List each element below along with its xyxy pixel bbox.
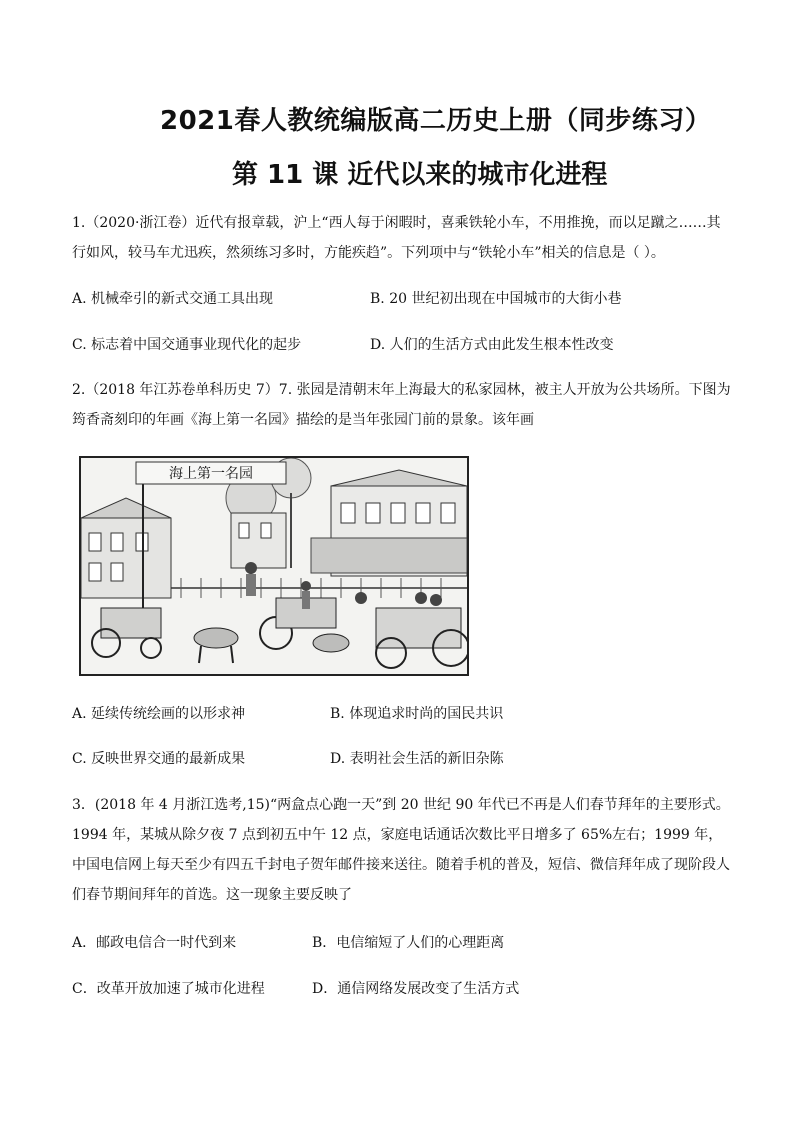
question-3-stem: 3．(2018 年 4 月浙江选考,15)“两盒点心跑一天”到 20 世纪 90 年代已不再是人们春节拜年的主要形式。1994 年，某城从除夕夜 7 点到初五中午 12 点，家庭电话通话次数比平日增多了 65%左右；1999 年，中国电信网上每天至少有四五千封电子贺年邮件接来送往。随着手机的普及，短信、微信拜年成了现阶段人们春节期间拜年的首选。这一现象主要反映了 <box>72 797 730 903</box>
document-title: 2021春人教统编版高二历史上册（同步练习） <box>160 106 712 136</box>
question-2-option-a: A. 延续传统绘画的以形求神 <box>72 706 246 722</box>
question-3-option-c: C．改革开放加速了城市化进程 <box>72 981 265 997</box>
question-2-option-d: D. 表明社会生活的新旧杂陈 <box>330 751 504 767</box>
question-1-option-d: D. 人们的生活方式由此发生根本性改变 <box>370 337 614 353</box>
question-3-option-d: D．通信网络发展改变了生活方式 <box>312 981 520 997</box>
question-2-stem: 2.（2018 年江苏卷单科历史 7）7. 张园是清朝末年上海最大的私家园林，被主人开放为公共场所。下图为筠香斋刻印的年画《海上第一名园》描绘的是当年张园门前的景象。该年画 <box>72 382 731 428</box>
lesson-title: 第 11 课 近代以来的城市化进程 <box>232 160 608 190</box>
question-1-option-a: A. 机械牵引的新式交通工具出现 <box>72 291 274 307</box>
question-1-stem: 1.（2020·浙江卷）近代有报章载，沪上“西人每于闲暇时，喜乘铁轮小车，不用推挽，而以足蹴之……其行如风，较马车尤迅疾，然须练习多时，方能疾趋”。下列项中与“铁轮小车”相关的信息是（ ）。 <box>72 215 721 261</box>
print-caption: 海上第一名园 <box>169 466 253 482</box>
question-2-option-c: C. 反映世界交通的最新成果 <box>72 751 246 767</box>
question-3-option-b: B．电信缩短了人们的心理距离 <box>312 935 505 951</box>
question-1-option-b: B. 20 世纪初出现在中国城市的大街小巷 <box>370 291 622 307</box>
question-2-option-b: B. 体现追求时尚的国民共识 <box>330 706 504 722</box>
new-year-print-image <box>79 456 469 676</box>
question-3-option-a: A．邮政电信合一时代到来 <box>72 935 237 951</box>
question-1-option-c: C. 标志着中国交通事业现代化的起步 <box>72 337 302 353</box>
